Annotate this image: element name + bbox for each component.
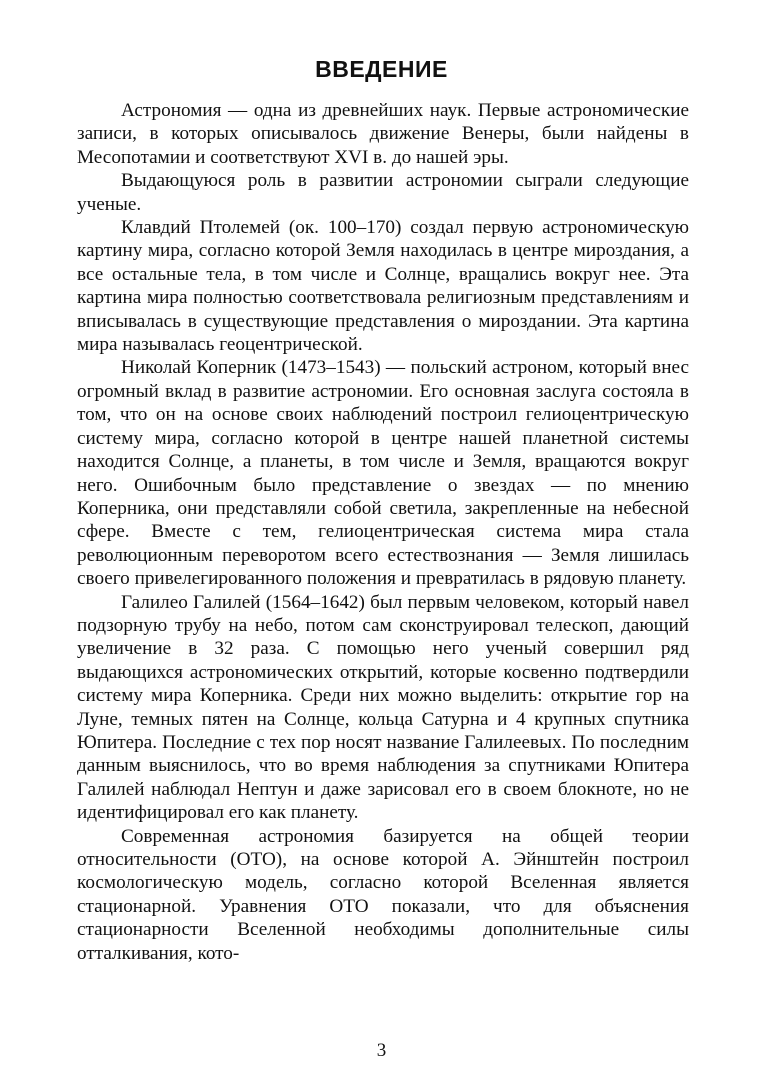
body-text	[77, 99, 689, 965]
paragraph-ptolemy: Клавдий Птолемей (ок. 100–170) создал первую астрономическую картину мира, согласно которой Земля находилась в центре мироздания, а все остальные тела, в том числе и Солнце, вращались вокруг нее. Эта картина мира полностью соответствовала религиозным представлениям и вписывалась в существующие представления о мироздании. Эта картина мира называлась геоцентрической.	[77, 217, 689, 356]
paragraph-modern-astronomy: Современная астрономия базируется на общей теории относительности (ОТО), на основе которой А. Эйнштейн построил космологическую модель, согласно которой Вселенная является стационарной. Уравнения ОТО показали, что для объяснения стационарности Вселенной необходимы дополнительные силы отталкивания, кото-	[77, 825, 689, 964]
paragraph-galileo: Галилео Галилей (1564–1642) был первым человеком, который навел подзорную трубу на небо, потом сам сконструировал телескоп, дающий увеличение в 32 раза. С помощью него ученый совершил ряд выдающихся астрономических открытий, которые косвенно подтвердили систему мира Коперника. Среди них можно выделить: открытие гор на Луне, темных пятен на Солнце, кольца Сатурна и 4 крупных спутника Юпитера. Последние с тех пор носят название Галилеевых. По последним данным выяснилось, что во время наблюдения за спутниками Юпитера Галилей наблюдал Нептун и даже зарисовал его в своем блокноте, но не идентифицировал его как планету.	[77, 591, 689, 824]
paragraph-scientists-intro: Выдающуюся роль в развитии астрономии сыграли следующие ученые.	[77, 170, 689, 215]
page-number: 3	[376, 1040, 387, 1061]
paragraph-astronomy-intro: Астрономия — одна из древнейших наук. Первые астрономические записи, в которых описывалось движение Венеры, были найдены в Месопотамии и соответствуют XVI в. до нашей эры.	[77, 100, 689, 168]
paragraph-copernicus: Николай Коперник (1473–1543) — польский астроном, который внес огромный вклад в развитие астрономии. Его основная заслуга состояла в том, что он на основе своих наблюдений построил гелиоцентрическую систему мира, согласно которой в центре нашей планетной системы находится Солнце, а планеты, в том числе и Земля, вращаются вокруг него. Ошибочным было представление о звездах — по мнению Коперника, они представляли собой светила, закрепленные на небесной сфере. Вместе с тем, гелиоцентрическая система мира стала революционным переворотом всего естествознания — Земля лишилась своего привелегированного положения и превратилась в рядовую планету.	[77, 357, 689, 590]
page-title: ВВЕДЕНИЕ	[315, 56, 448, 82]
